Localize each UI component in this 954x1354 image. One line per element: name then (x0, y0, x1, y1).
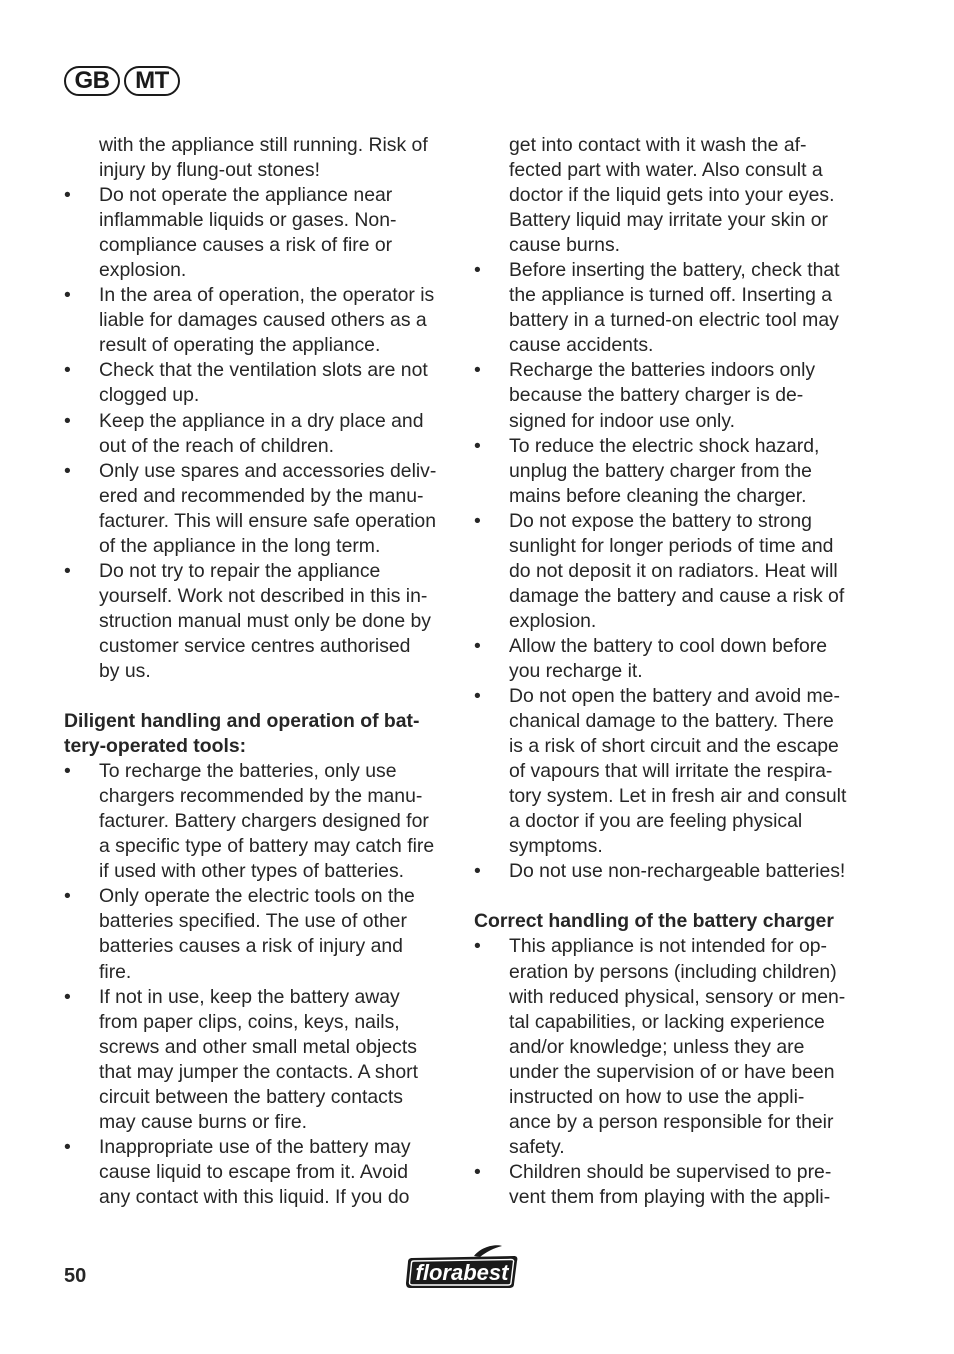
text-line: with the appliance still running. Risk of (99, 134, 428, 156)
bullet-line: instructed on how to use the appli- (509, 1085, 805, 1108)
bullet-line: Keep the appliance in a dry place and (99, 409, 424, 432)
bullet-line: circuit between the battery contacts (99, 1085, 403, 1108)
bullet-line: compliance causes a risk of fire or (99, 234, 393, 257)
bullet-line: yourself. Work not described in this in- (99, 584, 428, 607)
bullet-item (474, 859, 870, 884)
heading-line: Diligent handling and operation of bat- (64, 710, 420, 733)
bullet-line: screws and other small metal objects (99, 1035, 417, 1058)
bullet-line: cause accidents. (509, 334, 654, 357)
bullet-line: Children should be supervised to pre- (509, 1160, 832, 1183)
bullet-line: chargers recommended by the manu- (99, 785, 423, 808)
bullet-icon: • (64, 459, 71, 482)
bullet-line: unplug the battery charger from the (509, 459, 812, 482)
bullet-line: by us. (99, 659, 151, 682)
bullet-icon: • (64, 760, 71, 783)
bullet-icon: • (474, 359, 481, 382)
bullet-icon: • (64, 1135, 71, 1158)
bullet-line: Check that the ventilation slots are not (99, 359, 428, 382)
bullet-line: chanical damage to the battery. There (509, 710, 834, 733)
bullet-line: To reduce the electric shock hazard, (509, 434, 820, 457)
bullet-line: because the battery charger is de- (509, 384, 804, 407)
bullet-line: Do not open the battery and avoid me- (509, 685, 840, 708)
bullet-line: is a risk of short circuit and the escape (509, 735, 839, 758)
heading-line: tery-operated tools: (64, 735, 247, 758)
bullet-line: Before inserting the battery, check that (509, 259, 840, 282)
florabest-logo (404, 1244, 520, 1290)
bullet-line: if used with other types of batteries. (99, 860, 405, 883)
bullet-icon: • (64, 559, 71, 582)
left-column (64, 133, 454, 1210)
text-line: injury by flung-out stones! (99, 159, 320, 182)
bullet-item (64, 283, 454, 358)
bullet-icon: • (64, 184, 71, 207)
bullet-line: of the appliance in the long term. (99, 534, 381, 557)
bullet-line: This appliance is not intended for op- (509, 935, 827, 958)
continued-paragraph (64, 133, 454, 183)
bullet-item (474, 358, 870, 433)
bullet-line: customer service centres authorised (99, 634, 411, 657)
bullet-icon: • (474, 259, 481, 282)
bullet-line: cause liquid to escape from it. Avoid (99, 1160, 408, 1183)
bullet-item (474, 258, 870, 358)
bullet-line: ered and recommended by the manu- (99, 484, 424, 507)
bullet-line: battery in a turned-on electric tool may (509, 309, 839, 332)
bullet-icon: • (474, 685, 481, 708)
bullet-line: may cause burns or fire. (99, 1110, 307, 1133)
bullet-line: that may jumper the contacts. A short (99, 1060, 419, 1083)
bullet-line: struction manual must only be done by (99, 609, 431, 632)
bullet-item (474, 634, 870, 684)
bullet-icon: • (474, 1160, 481, 1183)
text-line: cause burns. (509, 234, 621, 257)
text-line: fected part with water. Also consult a (509, 159, 823, 182)
bullet-line: you recharge it. (509, 659, 643, 682)
bullet-line: result of operating the appliance. (99, 334, 381, 357)
section-heading (64, 709, 454, 759)
bullet-line: Do not use non-rechargeable batteries! (509, 860, 846, 883)
bullet-line: sunlight for longer periods of time and (509, 534, 834, 557)
bullet-line: Allow the battery to cool down before (509, 634, 827, 657)
bullet-line: clogged up. (99, 384, 200, 407)
bullet-line: facturer. This will ensure safe operation (99, 509, 436, 532)
bullet-item (64, 884, 454, 984)
bullet-icon: • (474, 634, 481, 657)
bullet-line: explosion. (99, 259, 187, 282)
language-badge-mt: MT (124, 66, 180, 96)
bullet-line: do not deposit it on radiators. Heat will (509, 559, 838, 582)
bullet-line: eration by persons (including children) (509, 960, 837, 983)
bullet-line: In the area of operation, the operator is (99, 284, 435, 307)
bullet-line: facturer. Battery chargers designed for (99, 810, 429, 833)
bullet-icon: • (64, 359, 71, 382)
bullet-item (474, 1160, 870, 1210)
bullet-line: mains before cleaning the charger. (509, 484, 807, 507)
language-badges (64, 66, 180, 96)
bullet-item (474, 684, 870, 859)
bullet-line: Do not operate the appliance near (99, 184, 393, 207)
page-number: 50 (64, 1265, 87, 1287)
bullet-line: batteries causes a risk of injury and (99, 935, 403, 958)
bullet-line: Inappropriate use of the battery may (99, 1135, 411, 1158)
text-line: doctor if the liquid gets into your eyes. (509, 184, 835, 207)
bullet-line: liable for damages caused others as a (99, 309, 427, 332)
bullet-line: If not in use, keep the battery away (99, 985, 400, 1008)
heading-line: Correct handling of the battery charger (474, 910, 834, 933)
bullet-line: Do not try to repair the appliance (99, 559, 381, 582)
bullet-line: of vapours that will irritate the respira- (509, 760, 833, 783)
bullet-line: and/or knowledge; unless they are (509, 1035, 805, 1058)
logo-text: florabest (415, 1260, 509, 1285)
bullet-line: vent them from playing with the appli- (509, 1185, 831, 1208)
bullet-item (64, 559, 454, 684)
bullet-line: To recharge the batteries, only use (99, 760, 397, 783)
section-heading (474, 909, 870, 934)
bullet-item (474, 509, 870, 634)
bullet-icon: • (474, 935, 481, 958)
bullet-line: the appliance is turned off. Inserting a (509, 284, 833, 307)
bullet-line: explosion. (509, 609, 597, 632)
bullet-line: symptoms. (509, 835, 603, 858)
language-badge-gb: GB (64, 66, 120, 96)
bullet-line: Recharge the batteries indoors only (509, 359, 816, 382)
bullet-line: under the supervision of or have been (509, 1060, 835, 1083)
bullet-icon: • (474, 860, 481, 883)
bullet-item (64, 1135, 454, 1210)
bullet-line: a specific type of battery may catch fire (99, 835, 435, 858)
bullet-item (64, 183, 454, 283)
text-line: get into contact with it wash the af- (509, 134, 807, 156)
bullet-item (474, 934, 870, 1159)
bullet-item (64, 459, 454, 559)
bullet-icon: • (64, 885, 71, 908)
bullet-line: Only use spares and accessories deliv- (99, 459, 437, 482)
continued-paragraph (474, 133, 870, 258)
right-column (474, 133, 870, 1210)
bullet-icon: • (64, 284, 71, 307)
bullet-line: batteries specified. The use of other (99, 910, 407, 933)
bullet-line: ance by a person responsible for their (509, 1110, 834, 1133)
bullet-line: tal capabilities, or lacking experience (509, 1010, 825, 1033)
bullet-item (474, 434, 870, 509)
paragraph-gap (64, 684, 454, 709)
bullet-item (64, 409, 454, 459)
bullet-item (64, 759, 454, 884)
bullet-icon: • (64, 409, 71, 432)
bullet-line: any contact with this liquid. If you do (99, 1185, 410, 1208)
bullet-line: signed for indoor use only. (509, 409, 736, 432)
paragraph-gap (474, 884, 870, 909)
bullet-line: from paper clips, coins, keys, nails, (99, 1010, 400, 1033)
logo-leaf-icon (474, 1245, 502, 1257)
bullet-line: fire. (99, 960, 132, 983)
bullet-line: tory system. Let in fresh air and consult (509, 785, 847, 808)
bullet-icon: • (474, 509, 481, 532)
bullet-item (64, 985, 454, 1135)
bullet-line: damage the battery and cause a risk of (509, 584, 845, 607)
bullet-line: inflammable liquids or gases. Non- (99, 209, 397, 232)
bullet-item (64, 358, 454, 408)
bullet-line: with reduced physical, sensory or men- (509, 985, 846, 1008)
bullet-line: a doctor if you are feeling physical (509, 810, 803, 833)
bullet-line: Only operate the electric tools on the (99, 885, 415, 908)
bullet-line: out of the reach of children. (99, 434, 334, 457)
bullet-line: safety. (509, 1135, 565, 1158)
text-line: Battery liquid may irritate your skin or (509, 209, 828, 232)
bullet-icon: • (64, 985, 71, 1008)
bullet-icon: • (474, 434, 481, 457)
bullet-line: Do not expose the battery to strong (509, 509, 812, 532)
